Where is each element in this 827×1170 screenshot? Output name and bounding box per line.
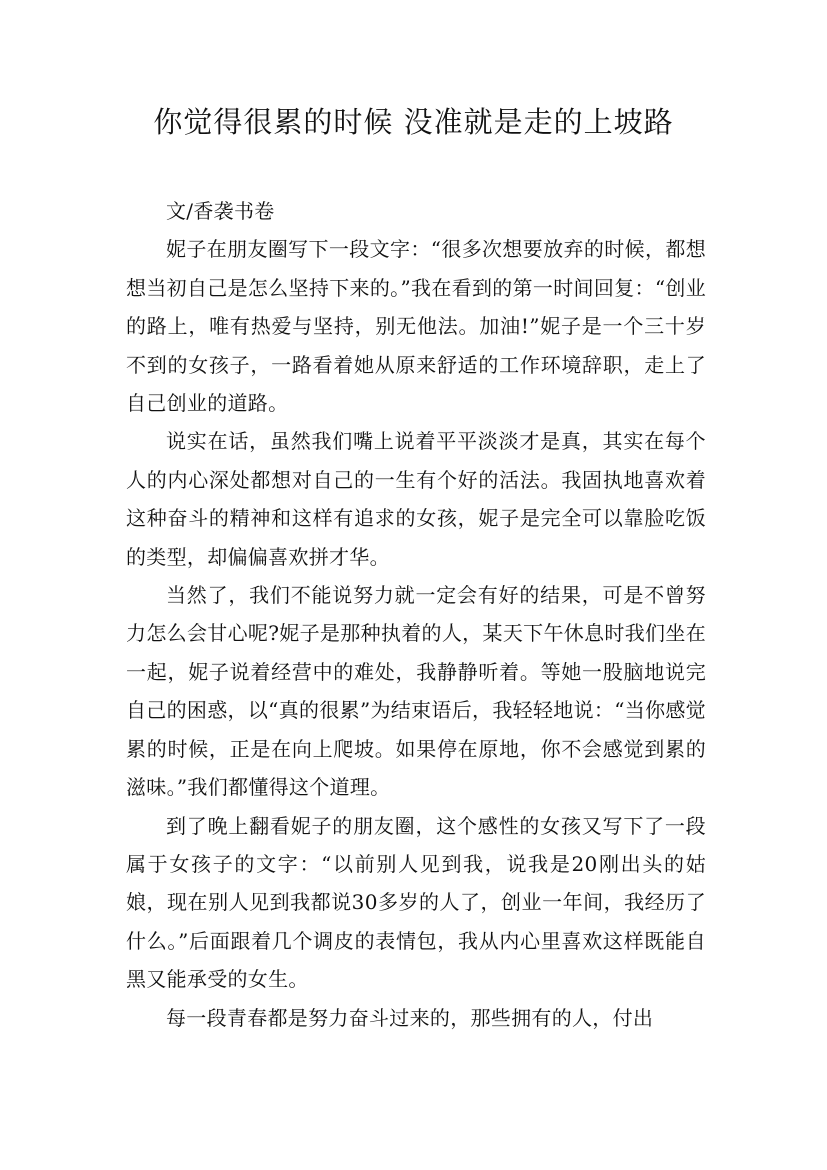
page-title: 你觉得很累的时候 没准就是走的上坡路 [153, 105, 674, 139]
article-body [126, 192, 706, 1037]
paragraph-5: 每一段青春都是努力奋斗过来的，那些拥有的人，付出 [166, 1005, 654, 1030]
paragraph-3: 当然了，我们不能说努力就一定会有好的结果，可是不曾努力怎么会甘心呢?妮子是那种执着的人，某天下午休息时我们坐在一起，妮子说着经营中的难处，我静静听着。等她一股脑地说完自己的困惑，以“真的很累”为结束语后，我轻轻地说：“当你感觉累的时候，正是在向上爬坡。如果停在原地，你不会感觉到累的滋味。”我们都懂得这个道理。 [126, 583, 706, 800]
author-line: 文/香袭书卷 [166, 199, 275, 223]
paragraph-4: 到了晚上翻看妮子的朋友圈，这个感性的女孩又写下了一段属于女孩子的文字：“以前别人见到我，说我是20刚出头的姑娘，现在别人见到我都说30多岁的人了，创业一年间，我经历了什么。”后面跟着几个调皮的表情包，我从内心里喜欢这样既能自黑又能承受的女生。 [126, 813, 706, 992]
paragraph-1: 妮子在朋友圈写下一段文字：“很多次想要放弃的时候，都想想当初自己是怎么坚持下来的。”我在看到的第一时间回复：“创业的路上，唯有热爱与坚持，别无他法。加油!”妮子是一个三十岁不到的女孩子，一路看着她从原来舒适的工作环境辞职，走上了自己创业的道路。 [126, 237, 706, 416]
paragraph-2: 说实在话，虽然我们嘴上说着平平淡淡才是真，其实在每个人的内心深处都想对自己的一生有个好的活法。我固执地喜欢着这种奋斗的精神和这样有追求的女孩，妮子是完全可以靠脸吃饭的类型，却偏偏喜欢拼才华。 [126, 429, 706, 569]
